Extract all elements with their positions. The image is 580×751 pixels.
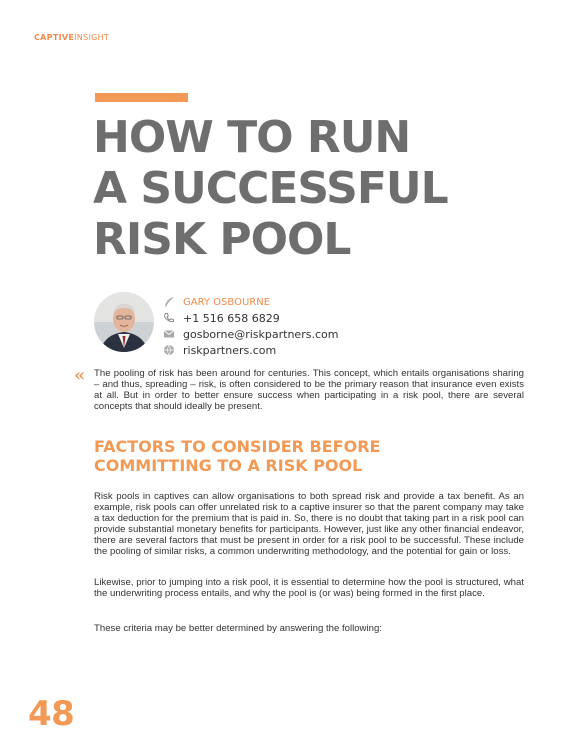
article-title <box>93 112 448 265</box>
author-email[interactable]: gosborne@riskpartners.com <box>183 327 339 341</box>
author-phone-row <box>162 310 338 326</box>
subheading-line: FACTORS TO CONSIDER BEFORE <box>94 437 381 456</box>
body-paragraph: Likewise, prior to jumping into a risk pool, it is essential to determine how the pool is structured, what the underwriting process entails, and why the pool is (or was) being formed in the first place. <box>94 577 524 599</box>
author-website[interactable]: riskpartners.com <box>183 343 277 357</box>
body-paragraph: These criteria may be better determined by answering the following: <box>94 623 382 634</box>
author-portrait <box>94 292 154 352</box>
accent-bar <box>95 93 188 102</box>
title-line: A SUCCESSFUL <box>93 163 448 214</box>
section-brand: CAPTIVE <box>34 33 75 42</box>
author-phone[interactable]: +1 516 658 6829 <box>183 311 280 325</box>
author-avatar <box>94 292 154 352</box>
double-chevron-quote-icon: « <box>74 365 86 386</box>
intro-paragraph: The pooling of risk has been around for centuries. This concept, which entails organisations sharing – and thus, spreading – risk, is often considered to be the primary reason that insurance even exists at all. But in order to better ensure success when participating in a risk pool, there are several concepts that should ideally be present. <box>94 368 524 412</box>
section-label: INSIGHT <box>74 33 110 42</box>
phone-icon <box>162 311 176 325</box>
globe-icon <box>162 343 176 357</box>
author-email-row <box>162 326 338 342</box>
page-number: 48 <box>28 694 75 734</box>
envelope-icon <box>162 327 176 341</box>
title-line: RISK POOL <box>93 214 351 265</box>
quill-icon <box>162 295 176 309</box>
body-paragraph: Risk pools in captives can allow organisations to both spread risk and provide a tax benefit. As an example, risk pools can offer unrelated risk to a captive insurer so that the parent company may take a tax deduction for the premium that is paid in. So, there is no doubt that taking part in a risk pool can provide substantial monetary benefits for participants. However, just like any other financial endeavor, there are several factors that must be present in order for a risk pool to be successful. These include the pooling of similar risks, a common underwriting methodology, and the potential for gain or loss. <box>94 491 524 557</box>
title-line: HOW TO RUN <box>93 112 411 163</box>
subheading-line: COMMITTING TO A RISK POOL <box>94 456 363 475</box>
author-contact <box>162 294 338 358</box>
author-name: GARY OSBOURNE <box>183 296 271 308</box>
author-website-row <box>162 342 338 358</box>
section-subheading <box>94 437 380 475</box>
author-name-row <box>162 294 338 310</box>
section-tag <box>34 33 109 42</box>
